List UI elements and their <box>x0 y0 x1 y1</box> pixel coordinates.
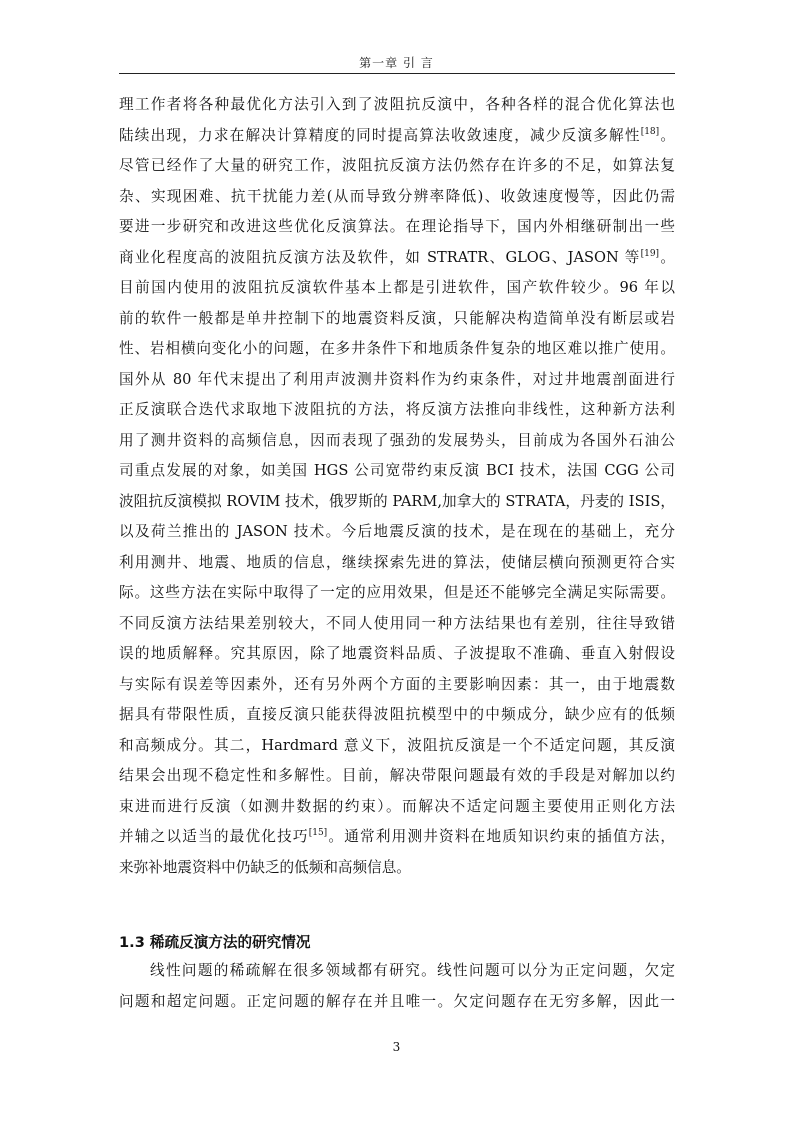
citation-ref: [15] <box>308 828 328 839</box>
running-header: 第一章 引 言 <box>359 56 434 70</box>
text-line: 陆续出现，力求在解决计算精度的同时提高算法收敛速度，减少反演多解性[18]。 <box>119 126 675 144</box>
text-line: 利用测井、地震、地质的信息，继续探索先进的算法，使储层横向预测更符合实 <box>119 553 675 571</box>
text-line: 尽管已经作了大量的研究工作，波阻抗反演方法仍然存在许多的不足，如算法复 <box>119 157 675 174</box>
text-line: 目前国内使用的波阻抗反演软件基本上都是引进软件，国产软件较少。96 年以 <box>119 279 675 296</box>
text-line: 司重点发展的对象，如美国 HGS 公司宽带约束反演 BCI 技术，法国 CGG 公司 <box>119 462 675 479</box>
text-line: 要进一步研究和改进这些优化反演算法。在理论指导下，国内外相继研制出一些 <box>119 218 675 235</box>
text-line: 性、岩相横向变化小的问题，在多井条件下和地质条件复杂的地区难以推广使用。 <box>119 340 675 357</box>
text-line: 束进而进行反演（如测井数据的约束）。而解决不适定问题主要使用正则化方法 <box>119 797 675 815</box>
text-line: 与实际有误差等因素外，还有另外两个方面的主要影响因素：其一，由于地震数 <box>119 675 675 693</box>
text-line: 线性问题的稀疏解在很多领域都有研究。线性问题可以分为正定问题，欠定 <box>150 962 675 979</box>
text-line: 来弥补地震资料中仍缺乏的低频和高频信息。 <box>119 858 411 876</box>
text-line: 据具有带限性质，直接反演只能获得波阻抗模型中的中频成分，缺少应有的低频 <box>119 706 675 723</box>
text-line: 不同反演方法结果差别较大，不同人使用同一种方法结果也有差别，往往导致错 <box>119 614 675 632</box>
text-line: 理工作者将各种最优化方法引入到了波阻抗反演中，各种各样的混合优化算法也 <box>119 96 675 113</box>
citation-ref: [18] <box>640 126 660 137</box>
text-line: 商业化程度高的波阻抗反演方法及软件，如 STRATR、GLOG、JASON 等[19]。 <box>119 248 675 266</box>
text-line: 以及荷兰推出的 JASON 技术。今后地震反演的技术，是在现在的基础上，充分 <box>119 523 675 540</box>
text-line: 误的地质解释。究其原因，除了地震资料品质、子波提取不准确、垂直入射假设 <box>119 645 675 662</box>
text-line: 际。这些方法在实际中取得了一定的应用效果，但是还不能够完全满足实际需要。 <box>119 584 675 601</box>
text-line: 国外从 80 年代末提出了利用声波测井资料作为约束条件，对过井地震剖面进行 <box>119 370 675 388</box>
paragraph-1 <box>119 90 675 883</box>
text-line: 波阻抗反演模拟 ROVIM 技术，俄罗斯的 PARM,加拿大的 STRATA，丹麦的 ISIS， <box>119 492 675 510</box>
section-paragraph <box>119 956 675 1017</box>
text-line: 正反演联合迭代求取地下波阻抗的方法，将反演方法推向非线性，这种新方法利 <box>119 401 675 418</box>
text-line: 并辅之以适当的最优化技巧[15]。通常利用测井资料在地质知识约束的插值方法， <box>119 828 675 845</box>
text-line: 结果会出现不稳定性和多解性。目前，解决带限问题最有效的手段是对解加以约 <box>119 767 675 784</box>
text-line: 前的软件一般都是单井控制下的地震资料反演，只能解决构造简单没有断层或岩 <box>119 309 675 327</box>
text-line: 问题和超定问题。正定问题的解存在并且唯一。欠定问题存在无穷多解，因此一 <box>119 992 675 1010</box>
header-rule <box>119 73 675 74</box>
text-line: 和高频成分。其二，Hardmard 意义下，波阻抗反演是一个不适定问题，其反演 <box>119 736 675 754</box>
text-line: 杂、实现困难、抗干扰能力差(从而导致分辨率降低)、收敛速度慢等，因此仍需 <box>119 187 675 205</box>
text-line: 用了测井资料的高频信息，因而表现了强劲的发展势头，目前成为各国外石油公 <box>119 431 675 449</box>
citation-ref: [19] <box>640 248 660 259</box>
page-number: 3 <box>392 1040 401 1054</box>
section-heading: 1.3 稀疏反演方法的研究情况 <box>119 934 311 951</box>
